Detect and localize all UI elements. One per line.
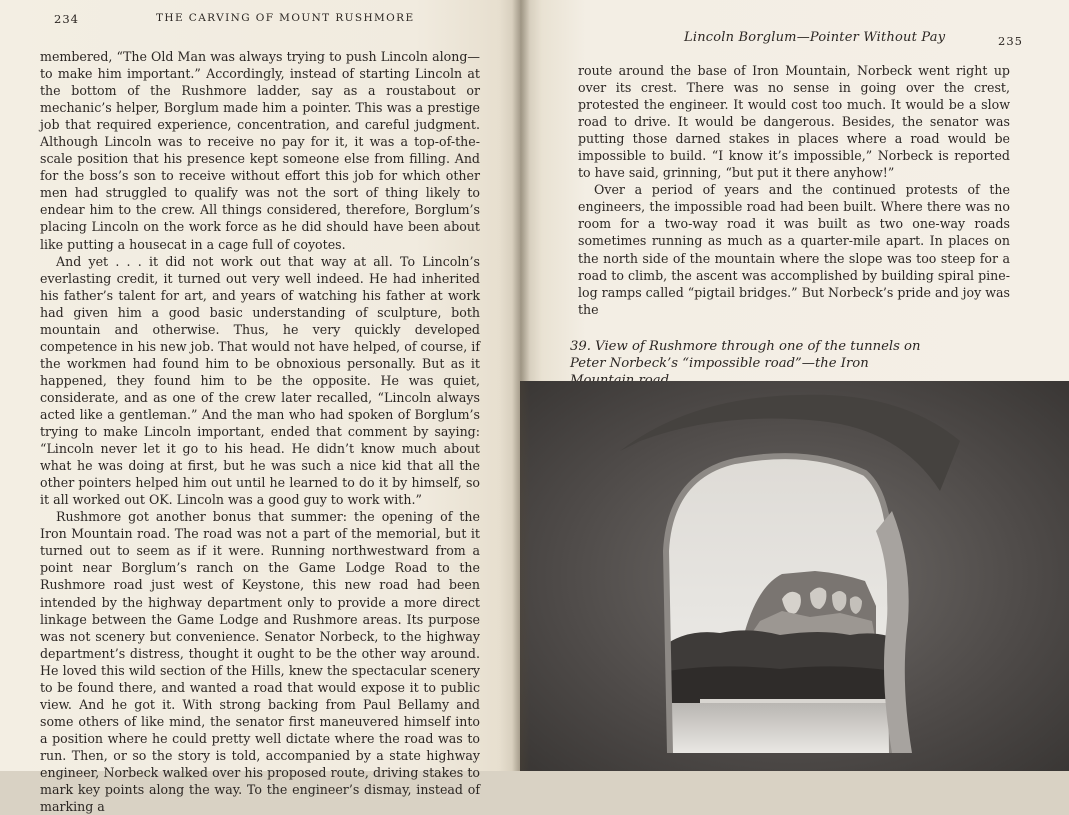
figure-caption: 39. View of Rushmore through one of the tunnels on Peter Norbeck’s “impossible road”—the Iron — [570, 339, 921, 371]
paragraph: membered, “The Old Man was always trying to push Lincoln along—to make him important.” Accordingly, instead of starting Lincoln at the bottom of the Rushmore ladder, say as a roustabout or mechanic’s helper, Borglum made him a pointer. This was a prestige job that required experience, concentration, and careful judgment. Although Lincoln was to receive no pay for it, it was a top-of-the-scale position that his presence kept someone else from filling. And for the boss’s son to receive without effort this job for which other men had struggled to qualify was not the sort of thing likely to endear him to the crew. All things considered, therefore, Borglum’s placing Lincoln on the work force as he did should have been about like putting a housecat in a cage full of coyotes. — [40, 49, 480, 252]
right-running-head: Lincoln Borglum—Pointer Without Pay — [684, 30, 946, 45]
right-page — [520, 0, 1069, 771]
paragraph: Rushmore got another bonus that summer: the opening of the Iron Mountain road. The road was not a part of the memorial, but it turned out to seem as if it were. Running northwestward from a point near Borglum’s ranch on the Game Lodge Road to the Rushmore road just west of Keystone, this new road had been intended by the highway department only to provide a more direct linkage between the Game Lodge and Rushmore areas. Its purpose was not scenery but convenience. Senator Norbeck, to the highway department’s distress, thought it ought to be the other way around. He loved this wild section of the Hills, knew the spectacular scenery to be found there, and wanted a road that would expose it to public view. And he got it. With strong backing from Paul Bellamy and some others of like mind, the senator first maneuvered himself into a position where he could pretty well dictate where the road was to run. Then, or so the story is told, accompanied by a state highway engineer, Norbeck walked over his proposed route, driving stakes to mark key points along the way. To the engineer’s dismay, instead of marking a — [40, 509, 480, 815]
book-gutter — [512, 0, 530, 771]
left-running-head: THE CARVING OF MOUNT RUSHMORE — [156, 12, 415, 24]
paragraph: And yet . . . it did not work out that way at all. To Lincoln’s everlasting credit, it turned out very well indeed. He had inherited his father’s talent for art, and years of watching his father at work had given him a good basic understanding of sculpture, both mountain and otherwise. Thus, he very quickly developed competence in his new job. That would not have helped, of course, if the workmen had found him to be obnoxious personally. But as it happened, they found him to be the opposite. He was quiet, considerate, and as one of the crew later recalled, “Lincoln always acted like a gentleman.” And the man who had spoken of Borglum’s trying to make Lincoln important, ended that comment by saying: “Lincoln never let it go to his head. He didn’t know much about what he was doing at first, but he was such a nice kid that all the other pointers helped him out until he learned to do it by himself, so it all worked out OK. Lincoln was a good guy to work with.” — [40, 253, 480, 508]
paragraph: Over a period of years and the continued protests of the engineers, the impossible road had been built. Where there was no room for a two-way road it was built as two one-way roads sometimes running as much as a quarter-mile apart. In places on the north side of the mountain where the slope was too steep for a road to climb, the ascent was accomplished by building spiral pine-log ramps called “pigtail bridges.” But Norbeck’s pride and joy was the — [578, 182, 1011, 317]
right-page-number: 235 — [998, 34, 1023, 48]
left-body-text — [40, 48, 480, 815]
paragraph: route around the base of Iron Mountain, Norbeck went right up over its crest. There was no sense in going over the crest, protested the engineer. It would cost too much. It would be a slow road to drive. It would be dangerous. Besides, the senator was putting those darned stakes in places where a road would be impossible to build. “I know it’s impossible,” Norbeck is reported to have said, grinning, “but put it there anyhow!” — [578, 63, 1010, 181]
left-page — [0, 0, 520, 815]
right-body-text — [578, 62, 1010, 318]
left-page-number: 234 — [54, 12, 79, 26]
tunnel-photo-illustration — [520, 381, 1069, 771]
tunnel-photo — [520, 381, 1069, 771]
